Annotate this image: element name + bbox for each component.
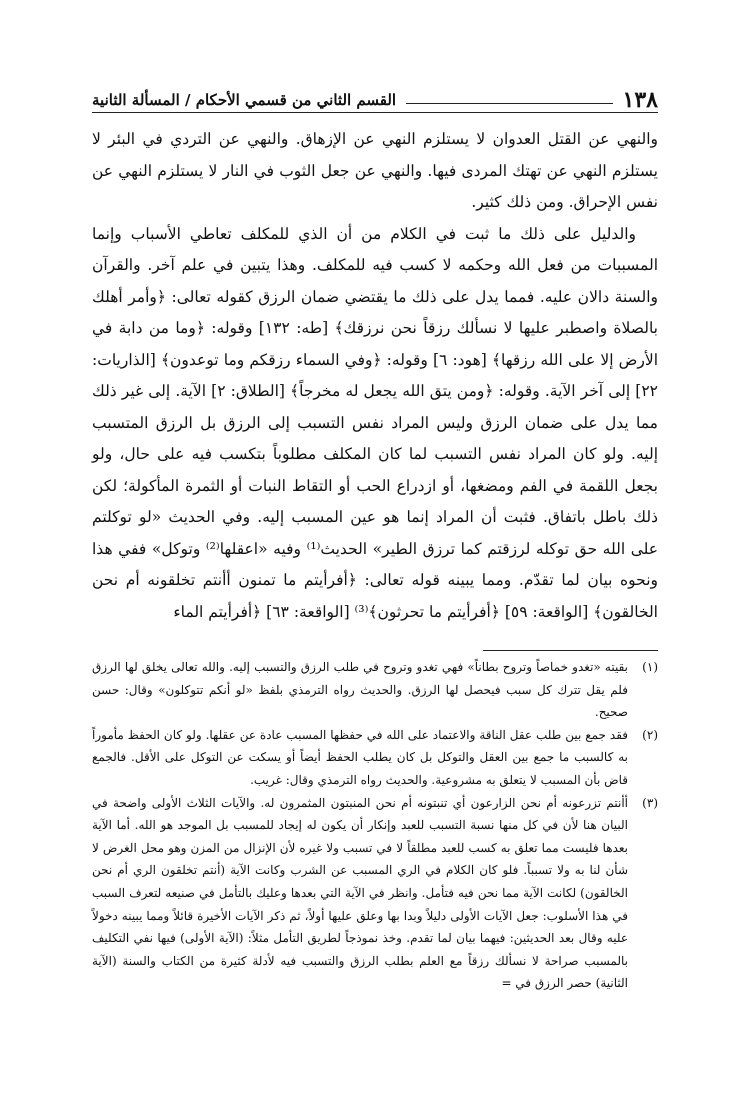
footnote-text: أأنتم تزرعونه أم نحن الزارعون أي تنبتونه أم نحن المنبتون المثمرون له. والآيات الثلاث الأولى واضحة في البيان هنا لأن في كل منها نسبة التسبب للعبد وإنكار أن يكون له إيجاد للمسبب بل الموجد هو الله. أما الآية بعدها فليست مما تعلق به كسب للعبد مطلقاً لا في تسبب ولا غيره لأن الإنزال من المزن وهو محل الغرض لا شأن لنا به ولا تسبباً. فلو كان الكلام في الري المسبب عن الشرب وكانت الآية (أنتم تخلقون الري أم نحن الخالقون) لكانت الآية مما نحن فيه فتأمل. وانظر في الآية التي بعدها وعليك بالتأمل في صنيعه لتعرف السبب في هذا الأسلوب: جعل الآيات الأولى دليلاً وبدا بها وعلق عليها أولاً، ثم ذكر الآيات الأخيرة قائلاً ومما يبينه دخولاً عليه وقال بعد الحديثين: فيهما بيان لما تقدم. وخذ نموذجاً لطريق التأمل مثلاً: (الآية الأولى) فيها نفي التكليف بالمسبب صراحة لا نسألك رزقاً مع العلم بطلب الرزق والتسبب فيه لأدلة كثيرة من الكتاب والسنة (الآية الثانية) حصر الرزق في = (92, 795, 629, 991)
paragraph: والنهي عن القتل العدوان لا يستلزم النهي عن الإزهاق. والنهي عن التردي في البئر لا يستلزم النهي عن تهتك المردى فيها. والنهي عن جعل الثوب في النار لا يستلزم النهي عن نفس الإحراق. ومن ذلك كثير. (92, 130, 658, 211)
page-number: ١٣٨ (622, 87, 658, 113)
footnote-number: (١) (642, 660, 658, 674)
footnote (92, 792, 658, 995)
header-title: القسم الثاني من قسمي الأحكام / المسألة الثانية (92, 91, 397, 109)
footnote (92, 724, 658, 792)
footnote-divider (483, 650, 658, 651)
footnote-number: (٢) (642, 727, 658, 742)
running-header (92, 86, 658, 113)
footnote (92, 656, 658, 724)
footnote-text: بقيته «تغدو خماصاً وتروح بطاناً» فهي تغدو وتروح في طلب الرزق والتسبب إليه. والله تعالى يخلق لها الرزق فلم يقل تترك كل سبب فيحصل لها الرزق. والحديث رواه الترمذي بلفظ «لو أنكم تتوكلون» وقال: حسن صحيح. (92, 660, 628, 720)
footnote-text: فقد جمع بين طلب عقل الناقة والاعتماد على الله في حفظها المسبب عادة عن عقلها. ولو كان الحفظ مأموراً به كالسبب ما جمع بين العقل والتوكل بل كان يطلب الحفظ أيضاً أو يسكت عن التوكل على الأقل. فالجمع قاض بأن المسبب لا يتعلق به مشروعية. والحديث رواه الترمذي وقال: غريب. (92, 727, 628, 787)
footnote-number: (٣) (642, 795, 658, 810)
footnotes (92, 656, 658, 995)
header-rule (406, 103, 612, 104)
main-text (92, 124, 658, 628)
paragraph: والدليل على ذلك ما ثبت في الكلام من أن الذي للمكلف تعاطي الأسباب وإنما المسببات من فعل الله وحكمه لا كسب فيه للمكلف. وهذا يتبين في علم آخر. والقرآن والسنة دالان عليه. فمما يدل على ذلك ما يقتضي ضمان الرزق كقوله تعالى: ﴿وأمر أهلك بالصلاة واصطبر عليها لا نسألك رزقاً نحن نرزقك﴾ [طه: ١٣٢] وقوله: ﴿وما من دابة في الأرض إلا على الله رزقها﴾ [هود: ٦] وقوله: ﴿وفي السماء رزقكم وما توعدون﴾ [الذاريات: ٢٢] إلى آخر الآية. وقوله: ﴿ومن يتق الله يجعل له مخرجاً﴾ [الطلاق: ٢] الآية. إلى غير ذلك مما يدل على ضمان الرزق وليس المراد نفس التسبب إلى الرزق بل الرزق المتسبب إليه. ولو كان المراد نفس التسبب لما كان المكلف مطلوباً بتكسب فيه على حال، ولو بجعل اللقمة في الفم ومضغها، أو ازدراع الحب أو التقاط النبات أو الثمرة المأكولة؛ لكن ذلك باطل باتفاق. فثبت أن المراد إنما هو عين المسبب إليه. وفي الحديث «لو توكلتم على الله حق توكله لرزقتم كما ترزق الطير» الحديث⁽¹⁾ وفيه «اعقلها⁽²⁾ وتوكل» ففي هذا ونحوه بيان لما تقدّم. ومما يبينه قوله تعالى: ﴿أفرأيتم ما تمنون أأنتم تخلقونه أم نحن الخالقون﴾ [الواقعة: ٥٩] ﴿أفرأيتم ما تحرثون﴾⁽³⁾ [الواقعة: ٦٣] ﴿أفرأيتم الماء (92, 224, 659, 621)
